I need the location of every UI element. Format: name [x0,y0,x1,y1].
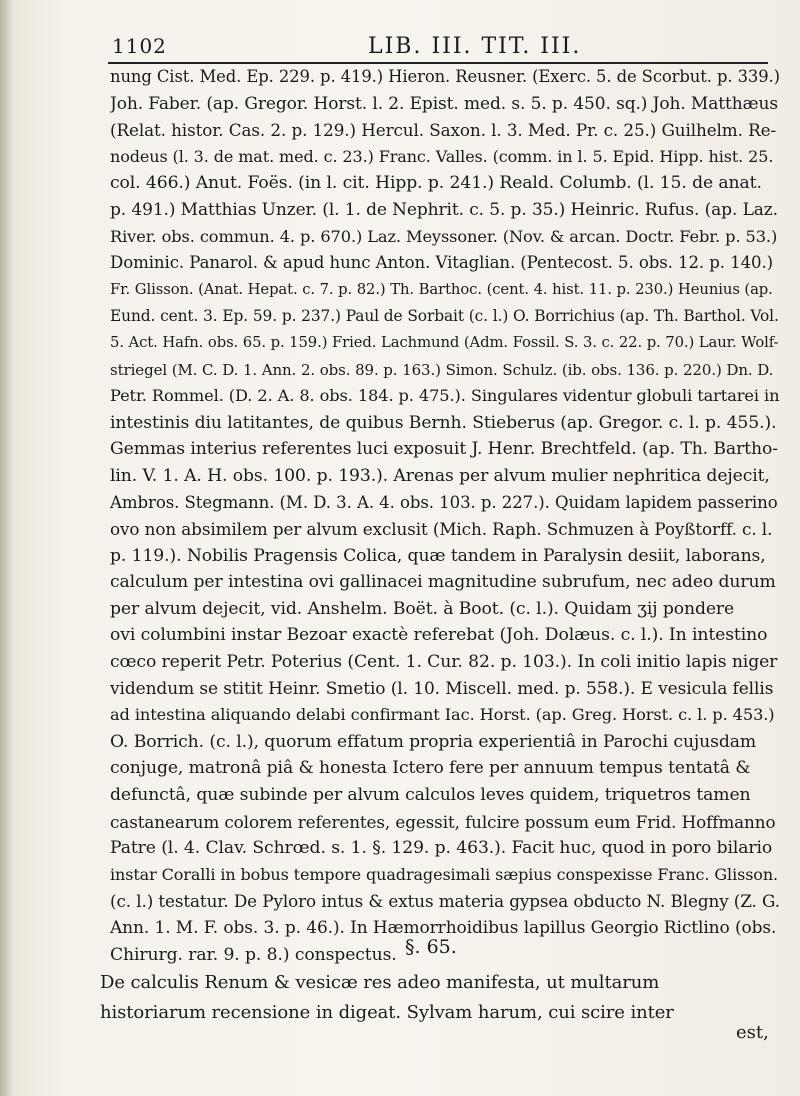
text-line: River. obs. commun. 4. p. 670.) Laz. Meyssoner. (Nov. & arcan. Doctr. Febr. p. 53.) [110,226,778,246]
text-line: cœco reperit Petr. Poterius (Cent. 1. Cur. 82. p. 103.). In coli initio lapis niger [110,652,778,673]
text-line: per alvum dejecit, vid. Anshelm. Boët. à Boot. (c. l.). Quidam ʒij pondere [110,598,735,619]
text-line: ovi columbini instar Bezoar exactè referebat (Joh. Dolæus. c. l.). In intestino [110,625,768,646]
text-line: nodeus (l. 3. de mat. med. c. 23.) Franc. Valles. (comm. in l. 5. Epid. Hipp. hist. 25. [110,146,774,166]
text-line: col. 466.) Anut. Foës. (in l. cit. Hipp. p. 241.) Reald. Columb. (l. 15. de anat. [110,173,762,194]
text-line: Eund. cent. 3. Ep. 59. p. 237.) Paul de Sorbait (c. l.) O. Borrichius (ap. Th. Barthol. Vol. [110,307,779,326]
page-header [100,34,760,62]
text-line: castanearum colorem referentes, egessit, fulcire possum eum Frid. Hoffmanno [110,811,776,832]
running-head: LIB. III. TIT. III. [368,34,582,59]
text-line: calculum per intestina ovi gallinacei magnitudine subrufum, nec adeo durum [110,572,776,593]
text-line: nung Cist. Med. Ep. 229. p. 419.) Hieron. Reusner. (Exerc. 5. de Scorbut. p. 339.) [110,67,780,86]
text-line: (Relat. histor. Cas. 2. p. 129.) Hercul. Saxon. l. 3. Med. Pr. c. 25.) Guilhelm. Re- [110,120,777,141]
text-line: p. 119.). Nobilis Pragensis Colica, quæ tandem in Paralysin desiit, laborans, [110,545,766,566]
page-edge-shadow [0,0,14,1096]
text-line: ad intestina aliquando delabi confirmant Iac. Horst. (ap. Greg. Horst. c. l. p. 453.) [110,705,775,725]
text-line: ovo non absimilem per alvum exclusit (Mich. Raph. Schmuzen à Poyßtorff. c. l. [110,519,773,540]
text-line: defunctâ, quæ subinde per alvum calculos leves quidem, triquetros tamen [110,785,751,806]
section-text-line: De calculis Renum & vesicæ res adeo manifesta, ut multarum [100,972,660,993]
text-line: Gemmas interius referentes luci exposuit J. Henr. Brechtfeld. (ap. Th. Bartho- [110,439,778,460]
catchword: est, [736,1022,769,1043]
section-text-block [100,968,790,1028]
text-line: Ambros. Stegmann. (M. D. 3. A. 4. obs. 103. p. 227.). Quidam lapidem passerino [110,492,778,512]
section-heading: §. 65. [405,936,457,958]
text-line: striegel (M. C. D. 1. Ann. 2. obs. 89. p. 163.) Simon. Schulz. (ib. obs. 136. p. 220.) Dn. D. [110,360,774,379]
text-line: instar Coralli in bobus tempore quadragesimali sæpius conspexisse Franc. Glisson. [110,864,779,884]
text-line: p. 491.) Matthias Unzer. (l. 1. de Nephrit. c. 5. p. 35.) Heinric. Rufus. (ap. Laz. [110,199,778,220]
text-line: Fr. Glisson. (Anat. Hepat. c. 7. p. 82.) Th. Barthoc. (cent. 4. hist. 11. p. 230.) Heunius (ap. [110,280,773,298]
text-line: Dominic. Panarol. & apud hunc Anton. Vitaglian. (Pentecost. 5. obs. 12. p. 140.) [110,253,774,273]
text-line: Petr. Rommel. (D. 2. A. 8. obs. 184. p. 475.). Singulares videntur globuli tartarei in [110,386,780,406]
text-line: Joh. Faber. (ap. Gregor. Horst. l. 2. Epist. med. s. 5. p. 450. sq.) Joh. Matthæus [110,93,778,114]
text-line: O. Borrich. (c. l.), quorum effatum propria experientiâ in Parochi cujusdam [110,731,757,752]
text-line: conjuge, matronâ piâ & honesta Ictero fere per annuum tempus tentatâ & [110,758,751,779]
text-line: 5. Act. Hafn. obs. 65. p. 159.) Fried. Lachmund (Adm. Fossil. S. 3. c. 22. p. 70.) Laur. Wolf- [110,333,779,351]
section-text-line: historiarum recensione in digeat. Sylvam harum, cui scire inter [100,1002,674,1023]
text-line: Patre (l. 4. Clav. Schrœd. s. 1. §. 129. p. 463.). Facit huc, quod in poro bilario [110,838,773,859]
text-line: (c. l.) testatur. De Pyloro intus & extus materia gypsea obducto N. Blegny (Z. G. [110,891,780,912]
text-line: lin. V. 1. A. H. obs. 100. p. 193.). Arenas per alvum mulier nephritica dejecit, [110,465,770,486]
text-line: Ann. 1. M. F. obs. 3. p. 46.). In Hæmorrhoidibus lapillus Georgio Rictlino (obs. [110,918,777,938]
text-line: intestinis diu latitantes, de quibus Bernh. Stieberus (ap. Gregor. c. l. p. 455.). [110,412,777,433]
main-text-block [110,64,780,968]
text-line: videndum se stitit Heinr. Smetio (l. 10. Miscell. med. p. 558.). E vesicula fellis [110,678,774,699]
text-line: Chirurg. rar. 9. p. 8.) conspectus. [110,944,397,965]
page-number: 1102 [112,34,167,58]
